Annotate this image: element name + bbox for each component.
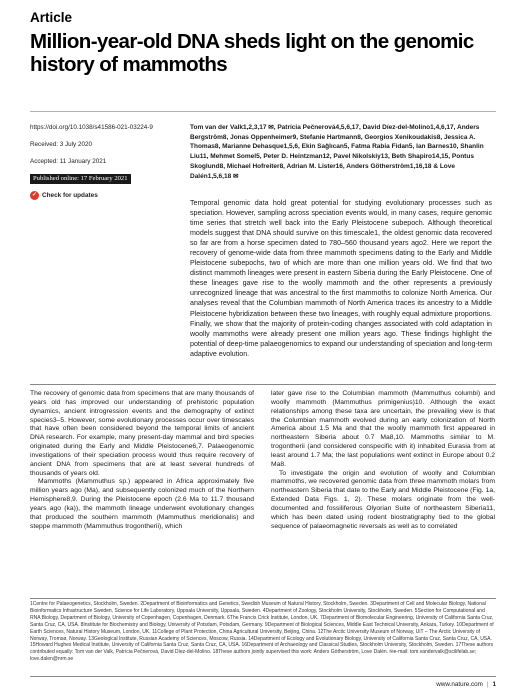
body-paragraph: later gave rise to the Columbian mammoth (Mammuthus columbi) and woolly mammoth (Mammuthus primigenius)10. Although the exact relationships among these taxa are uncertain, the prevailing view is that the Columbian mammoth evolved during an early colonization of North America about 1.5 Ma and that the woolly mammoth first appeared in northeastern Siberia about 0.7 Ma8,10. Mammoths similar to M. trogontherii (and considered conspecific with it) inhabited Eurasia from at least around 1.7 Ma; the last populations went extinct in Europe about 0.2 Ma8. (271, 390, 495, 468)
body-paragraph: Mammoths (Mammuthus sp.) appeared in Africa approximately five million years ago (Ma), and subsequently colonized much of the Northern Hemisphere8,9. During the Pleistocene epoch (2.6 Ma to 11.7 thousand years ago (ka)), the mammoth lineage underwent evolutionary changes that produced the southern mammoth (Mammuthus meridionalis) and steppe mammoth (Mammuthus trogontherii), which (30, 478, 254, 530)
title-divider (30, 111, 496, 112)
published-date: Published online: 17 February 2021 (30, 174, 131, 184)
check-for-updates-button[interactable] (30, 191, 185, 200)
body-column-left (30, 390, 254, 532)
page-footer (30, 676, 496, 688)
affiliations-divider (30, 598, 496, 599)
article-type-label: Article (30, 10, 73, 25)
published-row (30, 174, 185, 191)
check-updates-label: Check for updates (42, 192, 98, 199)
accepted-date: Accepted: 11 January 2021 (30, 158, 107, 165)
article-meta (30, 123, 185, 200)
affiliations: 1Centre for Palaeogenetics, Stockholm, Sweden. 2Department of Bioinformatics and Genetics, Swedish Museum of Natural History, Stockholm, Sweden. 3Department of Cell and Molecular Biology, National Bioinformatics Infrastructure Sweden, Science for Life Laboratory, Uppsala University, Uppsala, Sweden. 4Department of Zoology, Stockholm University, Stockholm, Sweden. 5Section for Computational and RNA Biology, Department of Biology, University of Copenhagen, Copenhagen, Denmark. 6The Francis Crick Institute, London, UK. 7Department of Biomolecular Engineering, University of California Santa Cruz, Santa Cruz, CA, USA. 8Institute for Biochemistry and Biology, University of Potsdam, Potsdam, Germany. 9Department of Biological Sciences, Middle East Technical University, Ankara, Turkey. 10Department of Earth Sciences, Natural History Museum, London, UK. 11College of Plant Protection, China Agricultural University, Beijing, China. 12The Arctic University Museum of Norway, UiT – The Arctic University of Norway, Tromsø, Norway. 13Geological Institute, Russian Academy of Sciences, Moscow, Russia. 14Department of Ecology and Evolutionary Biology, University of California Santa Cruz, Santa Cruz, CA, USA. 15Howard Hughes Medical Institute, University of California Santa Cruz, Santa Cruz, CA, USA. 16Department of Archaeology and Classical Studies, Stockholm University, Stockholm, Sweden. 17These authors contributed equally: Tom van der Valk, Patrícia Pečnerová, David Díez-del-Molino. 18These authors jointly supervised this work: Anders Götherström, Love Dalén. ✉e-mail: tom.vandervalk@scilifelab.se; love.dalen@nrm.se (30, 601, 494, 663)
journal-url[interactable]: www.nature.com (436, 681, 483, 688)
body-paragraph: The recovery of genomic data from specimens that are many thousands of years old has improved our understanding of prehistoric population dynamics, ancient introgression events and the demography of extinct species3–5. However, some evolutionary processes occur over timescales that have often been considered beyond the temporal limits of ancient DNA research. For example, many present-day mammal and bird species originated during the Early and Middle Pleistocene6,7. Palaeogenomic investigations of their speciation process would thus require recovery of ancient DNA from specimens that are at least several hundreds of thousands of years old. (30, 390, 254, 477)
author-list: Tom van der Valk1,2,3,17 ✉, Patrícia Pečnerová4,5,6,17, David Díez-del-Molino1,4,6,17, Anders Bergström8, Jonas Oppenheimer9, Stefanie Hartmann8, Georgios Xenikoudakis8, Jessica A. Thomas8, Marianne Dehasque1,5,6, Ekin Sağlıcan5, Fatma Rabia Fidan5, Ian Barnes10, Shanlin Liu11, Mehmet Somel5, Peter D. Heintzman12, Pavel Nikolskiy13, Beth Shapiro14,15, Pontus Skoglund8, Michael Hofreiter8, Adrian M. Lister16, Anders Götherström1,16,18 & Love Dalén1,5,6,18 ✉ (190, 124, 484, 180)
page-number: 1 (492, 681, 496, 688)
footer-separator: | (486, 681, 489, 688)
abstract: Temporal genomic data hold great potential for studying evolutionary processes such as speciation. However, sampling across speciation events would, in many cases, require genomic time series that stretch well back into the Early Pleistocene subepoch. Although theoretical models suggest that DNA should survive on this timescale1, the oldest genomic data recovered so far are from a horse specimen dated to 780–560 thousand years ago2. Here we report the recovery of genome-wide data from three mammoth specimens dating to the Early and Middle Pleistocene subepochs, two of which are more than one million years old. We find that two distinct mammoth lineages were present in eastern Siberia during the Early Pleistocene. One of these lineages gave rise to the woolly mammoth and the other represents a previously unrecognized lineage that was ancestral to the first mammoths to colonize North America. Our analyses reveal that the Columbian mammoth of North America traces its ancestry to a Middle Pleistocene hybridization between these two lineages, with roughly equal admixture proportions. Finally, we show that the majority of protein-coding changes associated with cold adaptation in woolly mammoths were already present one million years ago. These findings highlight the potential of deep-time palaeogenomics to expand our understanding of speciation and long-term adaptive evolution. (190, 199, 492, 358)
body-divider (30, 384, 496, 385)
footer-right (436, 681, 496, 688)
body-paragraph: To investigate the origin and evolution of woolly and Columbian mammoths, we recovered genomic data from three mammoth molars from northeastern Siberia that date to the Early and Middle Pleistocene (Fig. 1a, Extended Data Figs. 1, 2). These molars originate from the well-documented and fossiliferous Olyorian Suite of northeastern Siberia11, which has been dated using rodent biostratigraphy tied to the global sequence of palaeomagnetic reversals as well as to correlated (271, 469, 495, 530)
check-updates-icon: ✓ (31, 192, 38, 198)
received-date: Received: 3 July 2020 (30, 141, 92, 148)
body-column-right (271, 390, 495, 532)
doi-link[interactable]: https://doi.org/10.1038/s41586-021-03224-9 (30, 124, 153, 131)
page-title: Million-year-old DNA sheds light on the genomic history of mammoths (30, 30, 474, 76)
